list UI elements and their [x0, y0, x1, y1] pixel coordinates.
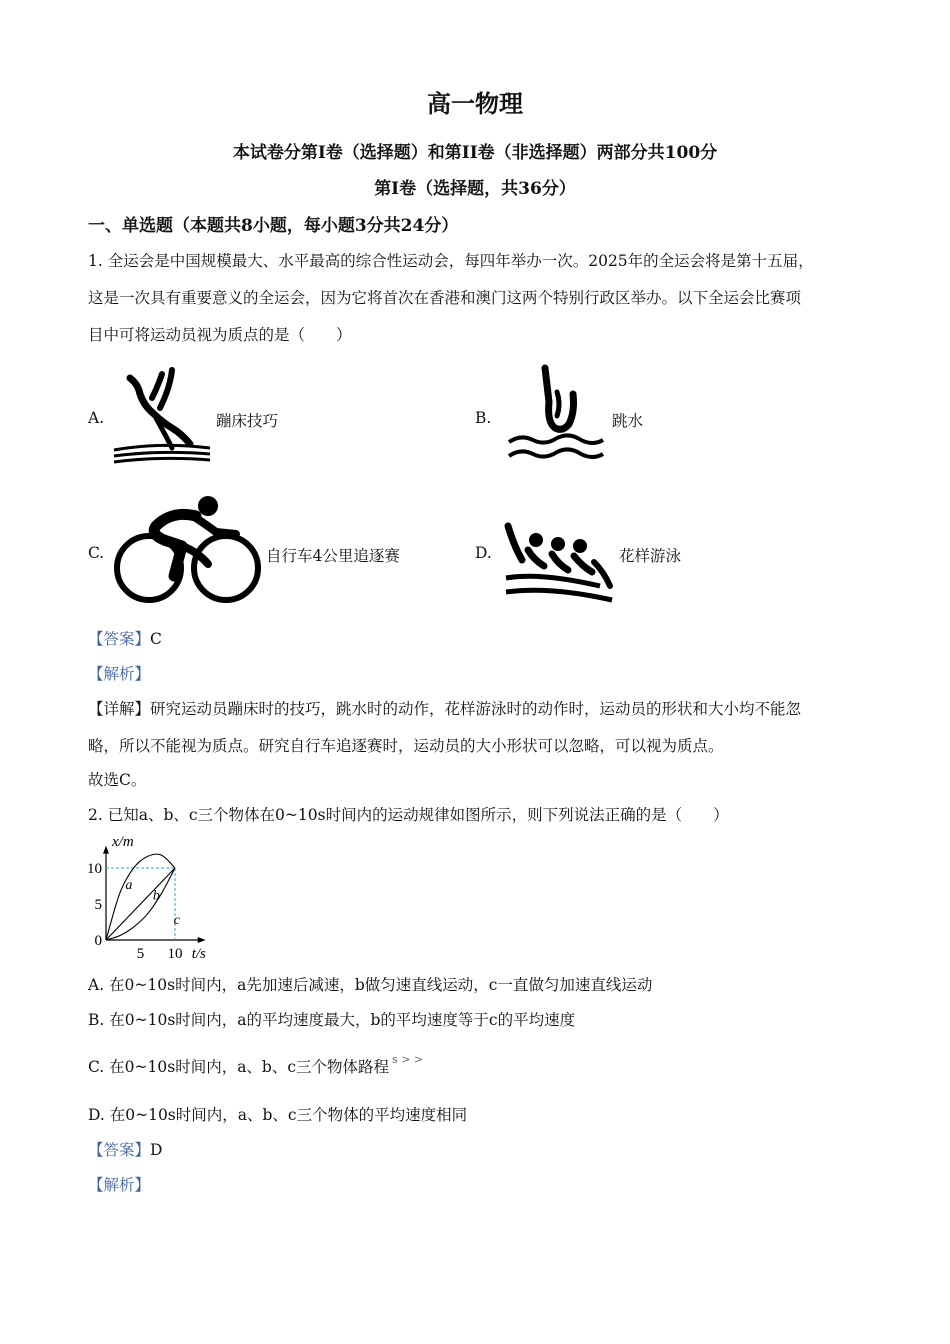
q2-stem: 2. 已知a、b、c三个物体在0~10s时间内的运动规律如图所示，则下列说法正确的是（ ） [88, 806, 729, 824]
series-b-label: b [152, 888, 160, 904]
y-tick-label: 5 [94, 897, 102, 913]
q1-option-c-letter: C. [88, 544, 105, 562]
answer-value: C [150, 630, 162, 648]
q2-analysis-tag: 【解析】 [88, 1176, 151, 1194]
exam-subtitle: 本试卷分第I卷（选择题）和第II卷（非选择题）两部分共100分 [232, 143, 718, 163]
q1-line-1: 1. 全运会是中国规模最大、水平最高的综合性运动会，每四年举办一次。2025年的全运会将是第十五届， [88, 252, 814, 270]
y-axis-label: x/m [112, 834, 134, 850]
y-tick-label: 0 [94, 933, 102, 949]
document-title: 高一物理 [427, 89, 523, 118]
cycling-icon [112, 492, 264, 604]
q1-option-d-label: 花样游泳 [619, 547, 682, 565]
part-heading: 第I卷（选择题，共36分） [374, 179, 576, 199]
q1-option-a-label: 蹦床技巧 [216, 412, 279, 430]
detail-line-2: 略，所以不能视为质点。研究自行车追逐赛时，运动员的大小形状可以忽略，可以视为质点。 [88, 737, 724, 755]
section-heading: 一、单选题（本题共8小题，每小题3分共24分） [88, 216, 459, 236]
diving-icon [505, 362, 607, 466]
x-axis-label: t/s [191, 946, 206, 962]
x-tick-label: 10 [167, 946, 183, 962]
detail-line-1: 研究运动员蹦床时的技巧，跳水时的动作，花样游泳时的动作时，运动员的形状和大小均不能忽 [150, 700, 802, 718]
series-c-label: c [173, 913, 180, 929]
q2-answer-value: D [150, 1141, 163, 1159]
detail-tag: 【详解】 [88, 700, 151, 718]
q2-option-b: B. 在0~10s时间内，a的平均速度最大，b的平均速度等于c的平均速度 [88, 1011, 576, 1029]
q2-option-c: C. 在0~10s时间内，a、b、c三个物体路程 [88, 1058, 390, 1076]
xt-chart [80, 832, 240, 968]
q1-option-d-letter: D. [475, 544, 492, 562]
series-a-label: a [125, 877, 133, 893]
q2-answer-tag: 【答案】 [88, 1141, 151, 1159]
q1-option-b-letter: B. [475, 409, 492, 427]
q1-option-a-letter: A. [88, 409, 105, 427]
q1-line-3: 目中可将运动员视为质点的是（ ） [88, 326, 352, 344]
trampoline-icon [110, 366, 215, 468]
q2-option-a: A. 在0~10s时间内，a先加速后减速，b做匀速直线运动，c一直做匀加速直线运动 [88, 976, 653, 994]
q1-option-c-label: 自行车4公里追逐赛 [266, 547, 400, 565]
synchronized-swimming-icon [500, 516, 615, 604]
q2-option-d: D. 在0~10s时间内，a、b、c三个物体的平均速度相同 [88, 1106, 468, 1124]
analysis-tag: 【解析】 [88, 665, 151, 683]
q1-line-2: 这是一次具有重要意义的全运会，因为它将首次在香港和澳门这两个特别行政区举办。以下全运会比赛项 [88, 289, 802, 307]
y-tick-label: 10 [87, 861, 102, 877]
y-axis-arrow [103, 846, 109, 854]
answer-tag: 【答案】 [88, 630, 151, 648]
x-tick-label: 5 [136, 946, 145, 962]
q1-option-b-label: 跳水 [612, 412, 644, 430]
conclusion: 故选C。 [88, 771, 147, 789]
q2-option-c-tail: s > > [392, 1053, 424, 1066]
series-a-line [106, 854, 175, 940]
x-axis-arrow [198, 937, 206, 943]
